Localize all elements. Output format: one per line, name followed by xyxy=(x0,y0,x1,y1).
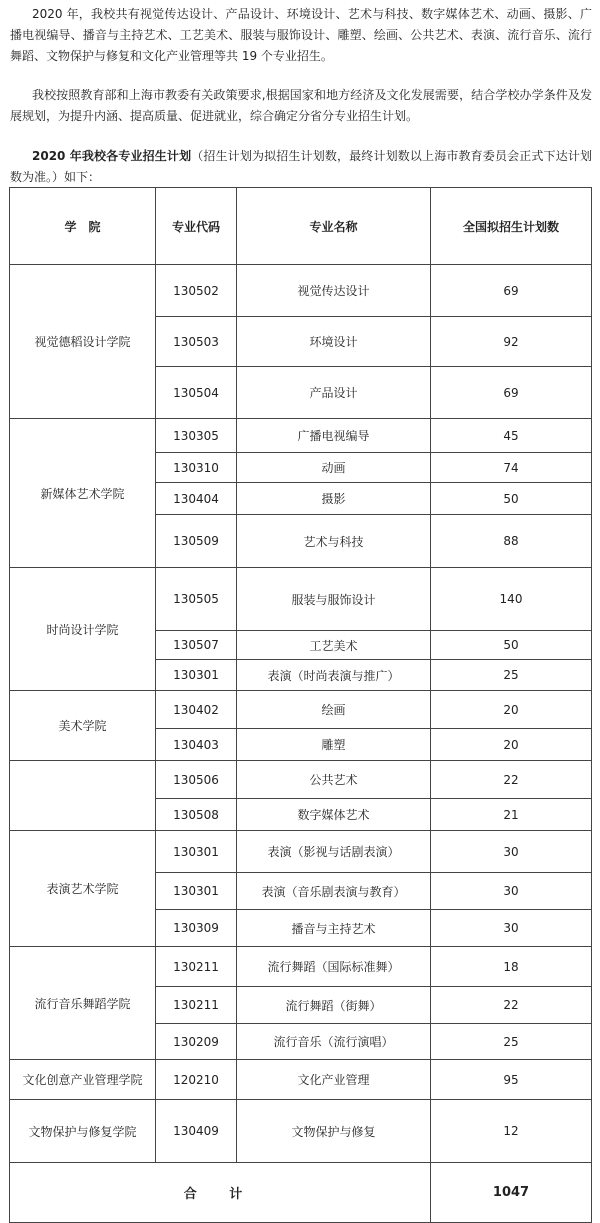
plan-count-cell: 30 xyxy=(431,873,592,910)
plan-count-cell: 25 xyxy=(431,1024,592,1060)
major-code-cell: 130211 xyxy=(156,947,237,987)
major-name-cell: 表演（时尚表演与推广） xyxy=(237,660,431,691)
major-code-cell: 130211 xyxy=(156,987,237,1024)
plan-count-cell: 18 xyxy=(431,947,592,987)
major-code-cell: 130507 xyxy=(156,631,237,660)
college-cell: 文物保护与修复学院 xyxy=(10,1100,156,1163)
major-name-cell: 播音与主持艺术 xyxy=(237,910,431,947)
major-code-cell: 130503 xyxy=(156,317,237,367)
table-row xyxy=(10,265,592,317)
plan-count-cell: 12 xyxy=(431,1100,592,1163)
plan-count-cell: 20 xyxy=(431,691,592,729)
intro-paragraph-policy: 我校按照教育部和上海市教委有关政策要求,根据国家和地方经济及文化发展需要，结合学校办学条件及发展规划，为提升内涵、提高质量、促进就业，综合确定分省分专业招生计划。 xyxy=(10,88,592,123)
major-name-cell: 文物保护与修复 xyxy=(237,1100,431,1163)
plan-count-cell: 30 xyxy=(431,831,592,873)
plan-count-cell: 140 xyxy=(431,568,592,631)
college-cell: 流行音乐舞蹈学院 xyxy=(10,947,156,1060)
major-name-cell: 流行舞蹈（国际标准舞） xyxy=(237,947,431,987)
table-row xyxy=(10,831,592,873)
table-row xyxy=(10,691,592,729)
plan-count-cell: 69 xyxy=(431,367,592,419)
header-college: 学 院 xyxy=(10,188,156,265)
table-total-row xyxy=(10,1163,592,1223)
header-plan-count: 全国拟招生计划数 xyxy=(431,188,592,265)
major-name-cell: 文化产业管理 xyxy=(237,1060,431,1100)
enrollment-plan-table xyxy=(9,187,592,1223)
major-name-cell: 产品设计 xyxy=(237,367,431,419)
plan-count-cell: 30 xyxy=(431,910,592,947)
college-cell: 表演艺术学院 xyxy=(10,831,156,947)
major-name-cell: 雕塑 xyxy=(237,729,431,761)
table-row xyxy=(10,419,592,453)
major-code-cell: 130506 xyxy=(156,761,237,799)
plan-count-cell: 88 xyxy=(431,515,592,568)
major-name-cell: 表演（音乐剧表演与教育） xyxy=(237,873,431,910)
major-name-cell: 广播电视编导 xyxy=(237,419,431,453)
college-cell: 时尚设计学院 xyxy=(10,568,156,691)
major-code-cell: 130509 xyxy=(156,515,237,568)
major-code-cell: 130502 xyxy=(156,265,237,317)
plan-count-cell: 50 xyxy=(431,631,592,660)
table-row xyxy=(10,761,592,799)
major-name-cell: 动画 xyxy=(237,453,431,483)
major-name-cell: 工艺美术 xyxy=(237,631,431,660)
major-code-cell: 130301 xyxy=(156,831,237,873)
major-name-cell: 公共艺术 xyxy=(237,761,431,799)
major-code-cell: 130309 xyxy=(156,910,237,947)
college-cell: 美术学院 xyxy=(10,691,156,761)
plan-count-cell: 22 xyxy=(431,761,592,799)
header-major-name: 专业名称 xyxy=(237,188,431,265)
major-code-cell: 130305 xyxy=(156,419,237,453)
major-code-cell: 130409 xyxy=(156,1100,237,1163)
major-code-cell: 130505 xyxy=(156,568,237,631)
major-name-cell: 视觉传达设计 xyxy=(237,265,431,317)
plan-count-cell: 20 xyxy=(431,729,592,761)
plan-count-cell: 92 xyxy=(431,317,592,367)
major-code-cell: 130310 xyxy=(156,453,237,483)
table-header-row xyxy=(10,188,592,265)
major-name-cell: 数字媒体艺术 xyxy=(237,799,431,831)
plan-count-cell: 21 xyxy=(431,799,592,831)
major-code-cell: 130301 xyxy=(156,660,237,691)
table-row xyxy=(10,1100,592,1163)
major-code-cell: 120210 xyxy=(156,1060,237,1100)
major-code-cell: 130508 xyxy=(156,799,237,831)
plan-count-cell: 95 xyxy=(431,1060,592,1100)
plan-count-cell: 50 xyxy=(431,483,592,515)
major-name-cell: 艺术与科技 xyxy=(237,515,431,568)
major-code-cell: 130209 xyxy=(156,1024,237,1060)
major-code-cell: 130504 xyxy=(156,367,237,419)
major-code-cell: 130301 xyxy=(156,873,237,910)
plan-count-cell: 69 xyxy=(431,265,592,317)
plan-count-cell: 25 xyxy=(431,660,592,691)
plan-count-cell: 74 xyxy=(431,453,592,483)
major-code-cell: 130404 xyxy=(156,483,237,515)
plan-count-cell: 45 xyxy=(431,419,592,453)
major-name-cell: 环境设计 xyxy=(237,317,431,367)
college-cell: 视觉德稻设计学院 xyxy=(10,265,156,419)
plan-title: 2020 年我校各专业招生计划 xyxy=(32,149,192,163)
major-code-cell: 130403 xyxy=(156,729,237,761)
major-name-cell: 流行音乐（流行演唱） xyxy=(237,1024,431,1060)
plan-count-cell: 22 xyxy=(431,987,592,1024)
college-cell xyxy=(10,761,156,831)
major-name-cell: 服装与服饰设计 xyxy=(237,568,431,631)
table-row xyxy=(10,947,592,987)
intro-paragraph-majors: 2020 年，我校共有视觉传达设计、产品设计、环境设计、艺术与科技、数字媒体艺术、动画、摄影、广播电视编导、播音与主持艺术、工艺美术、服装与服饰设计、雕塑、绘画、公共艺术、表演、流行音乐、流行舞蹈、文物保护与修复和文化产业管理等共 19 个专业招生。 xyxy=(10,7,592,63)
total-value: 1047 xyxy=(431,1163,592,1223)
intro-paragraph-plan xyxy=(0,146,600,188)
major-name-cell: 绘画 xyxy=(237,691,431,729)
table-row xyxy=(10,568,592,631)
major-name-cell: 表演（影视与话剧表演） xyxy=(237,831,431,873)
college-cell: 新媒体艺术学院 xyxy=(10,419,156,568)
major-name-cell: 流行舞蹈（街舞） xyxy=(237,987,431,1024)
table-body xyxy=(10,265,592,1163)
total-label: 合 计 xyxy=(10,1163,431,1223)
plan-note: （招生计划为拟招生计划数，最终计划数以上海市教育委员会正式下达计划数为准。）如下： xyxy=(10,149,592,184)
header-major-code: 专业代码 xyxy=(156,188,237,265)
major-code-cell: 130402 xyxy=(156,691,237,729)
major-name-cell: 摄影 xyxy=(237,483,431,515)
table-row xyxy=(10,1060,592,1100)
college-cell: 文化创意产业管理学院 xyxy=(10,1060,156,1100)
